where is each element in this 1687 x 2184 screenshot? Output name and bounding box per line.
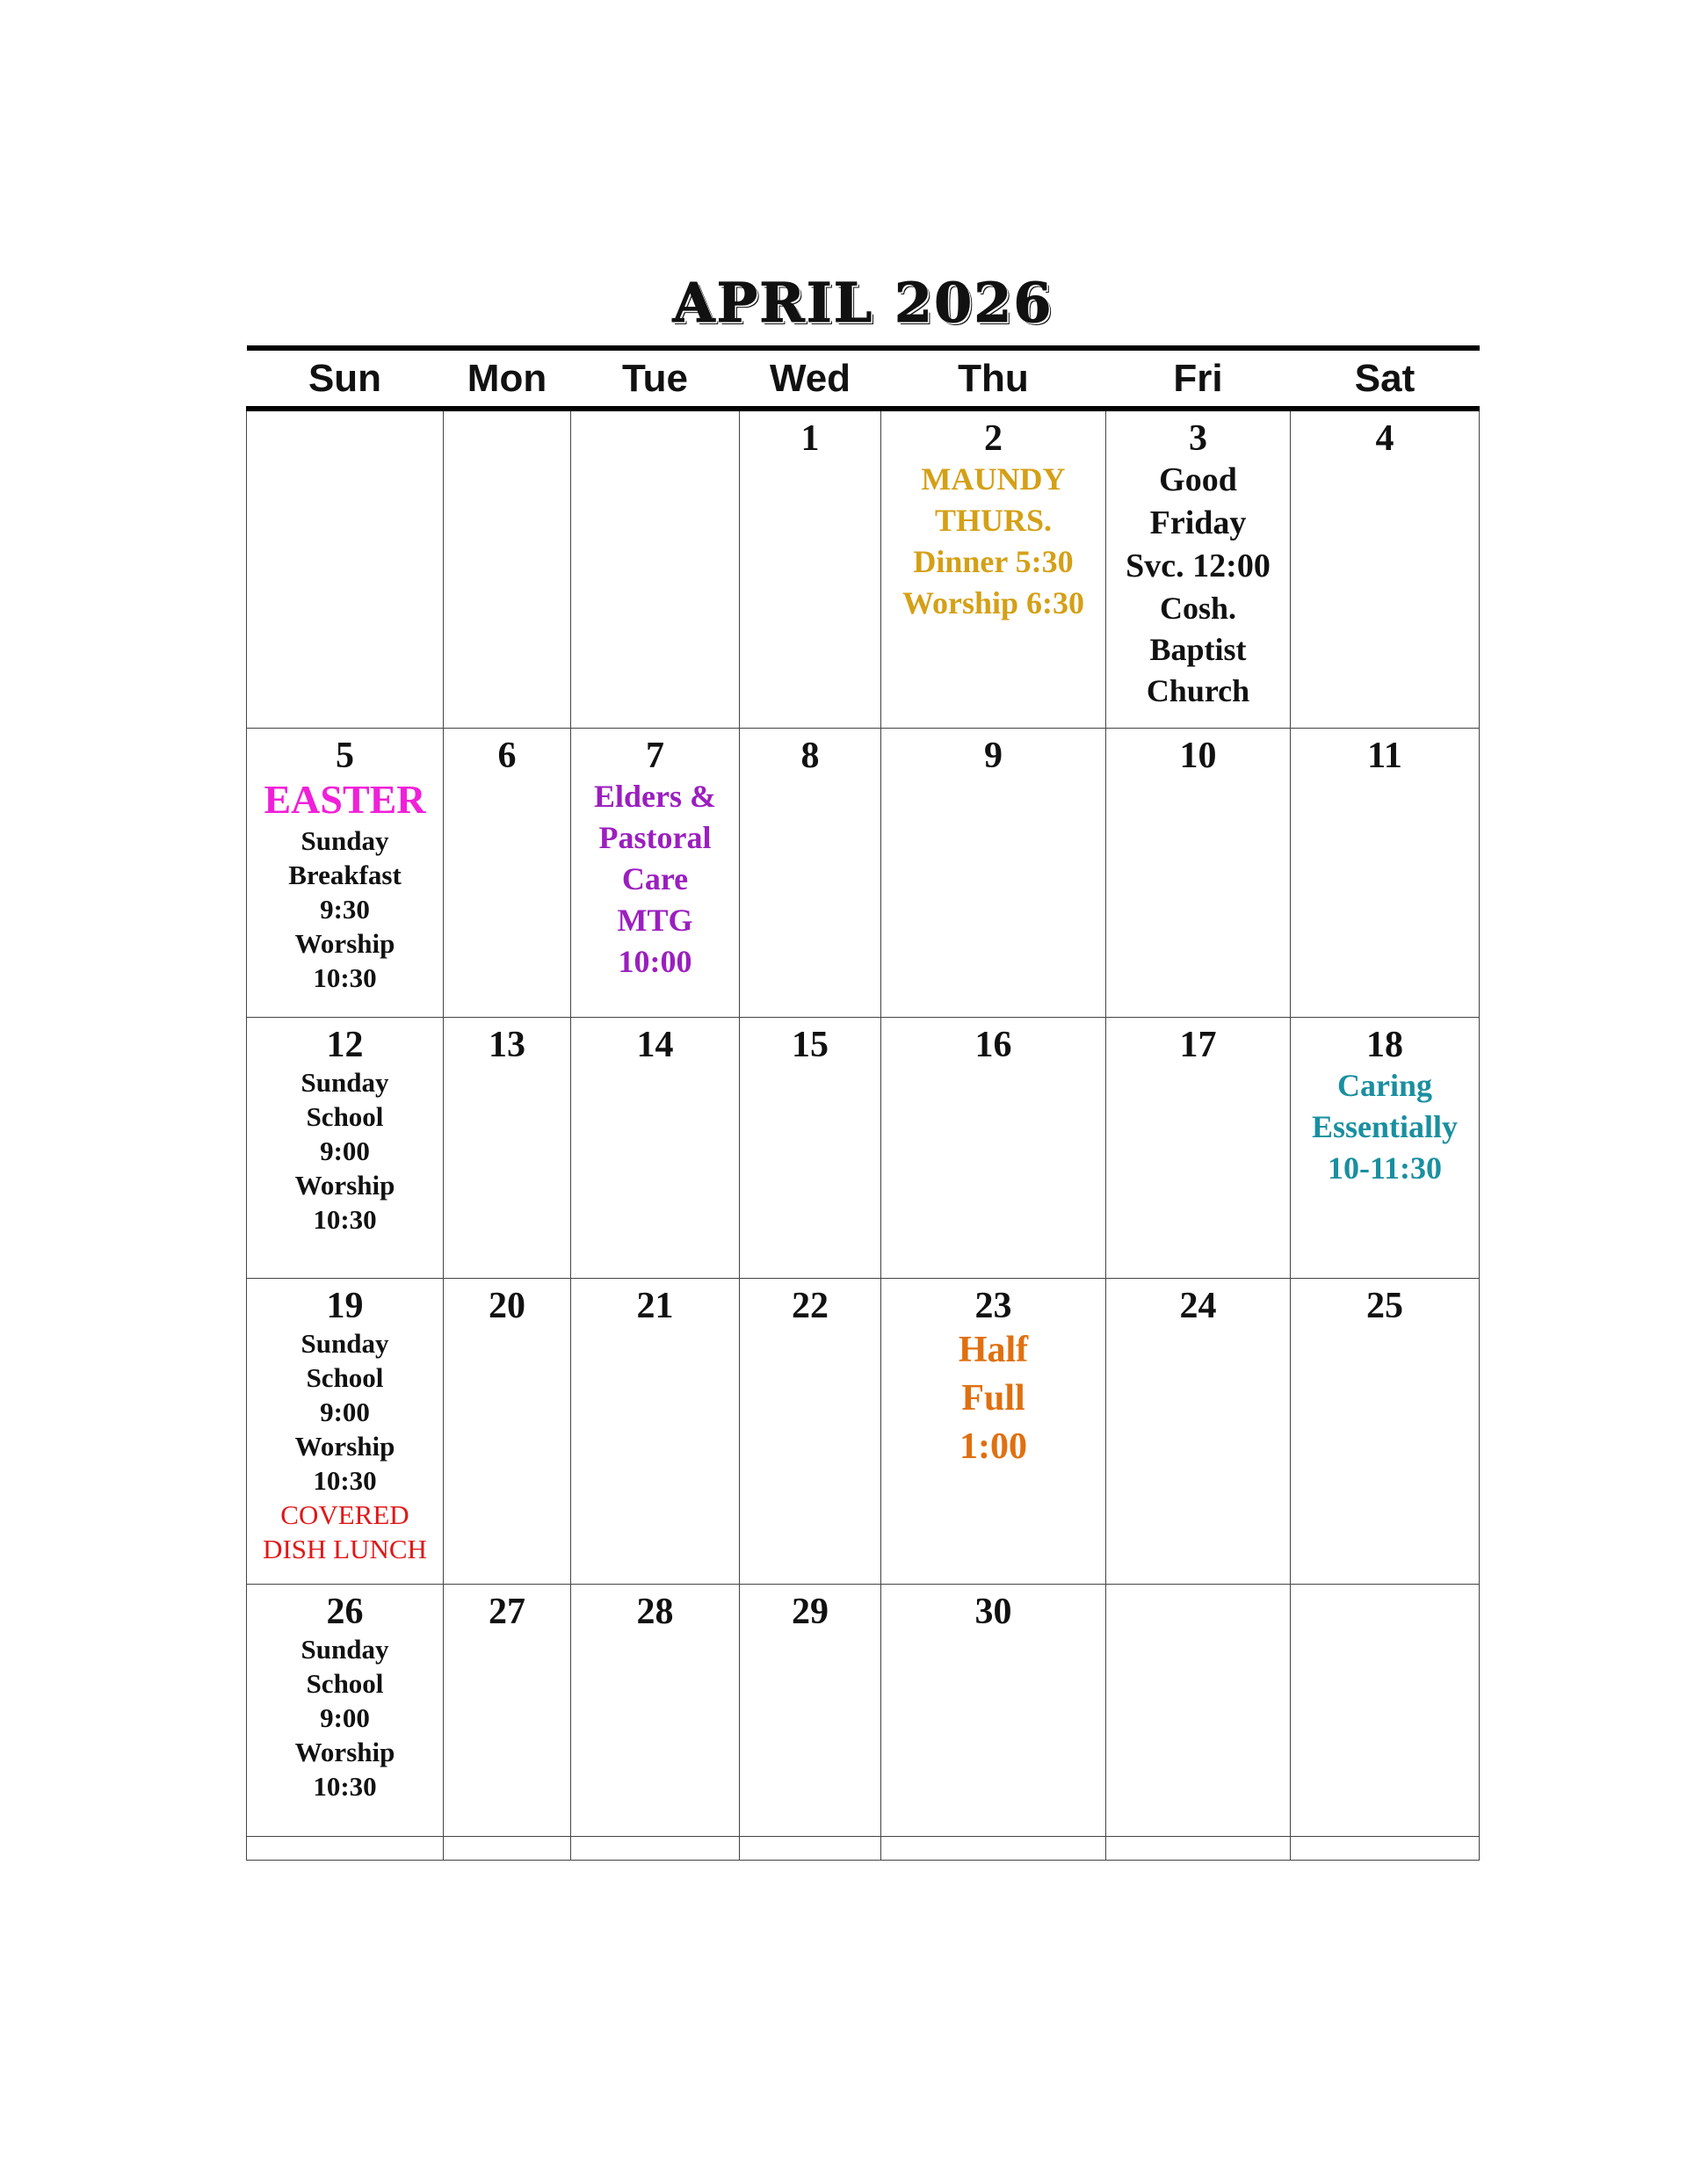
day-cell-content	[740, 1585, 880, 1632]
event-line: Worship	[294, 1431, 395, 1462]
day-number: 4	[1375, 418, 1394, 459]
week-row	[247, 729, 1480, 1018]
day-number: 9	[984, 736, 1003, 776]
weekday-header-row	[247, 348, 1480, 409]
event-line: Half	[958, 1330, 1029, 1371]
event-line: Baptist	[1149, 632, 1247, 668]
event-line: 10:30	[313, 1204, 377, 1236]
event-line: Sunday	[300, 1634, 389, 1665]
event-line: Elders &	[594, 779, 716, 815]
day-cell-thu	[881, 1279, 1106, 1585]
event-line: Worship	[294, 1170, 395, 1201]
day-cell-content	[881, 1018, 1105, 1065]
day-cell-content	[740, 1837, 880, 1844]
calendar-title: APRIL 2026	[672, 271, 1053, 335]
day-cell-sun	[247, 1279, 444, 1585]
day-number: 20	[489, 1286, 525, 1326]
event-line: EASTER	[264, 777, 426, 823]
day-cell-content	[1291, 1018, 1479, 1189]
day-cell-content	[247, 1585, 443, 1803]
day-cell-fri	[1106, 729, 1291, 1018]
day-number: 26	[326, 1592, 364, 1632]
event-line: Worship 6:30	[901, 585, 1085, 621]
day-cell-content	[881, 1837, 1105, 1844]
day-number: 16	[974, 1025, 1012, 1065]
week-row	[247, 1279, 1480, 1585]
day-cell-tue	[571, 1018, 740, 1279]
day-cell-content	[881, 1279, 1105, 1471]
day-cell-sun	[247, 409, 444, 729]
week-row	[247, 1837, 1480, 1861]
day-cell-content	[1291, 1279, 1479, 1326]
day-number: 19	[326, 1286, 364, 1326]
day-cell-content	[444, 1585, 570, 1632]
event-line: Cosh.	[1159, 591, 1237, 627]
day-cell-content	[740, 1018, 880, 1065]
day-cell-content	[1106, 1279, 1290, 1326]
day-cell-wed	[740, 1585, 881, 1837]
day-number: 1	[800, 418, 820, 459]
day-cell-sat	[1291, 1837, 1480, 1861]
event-line: COVERED	[280, 1499, 409, 1531]
day-cell-thu	[881, 1585, 1106, 1837]
weekday-header-wed: Wed	[740, 348, 881, 409]
day-cell-mon	[444, 729, 571, 1018]
day-cell-content	[247, 1837, 443, 1844]
day-cell-content	[740, 1279, 880, 1326]
day-cell-sun	[247, 1018, 444, 1279]
day-number: 6	[497, 736, 517, 776]
event-line: Worship	[294, 1737, 395, 1768]
day-cell-fri	[1106, 1837, 1291, 1861]
day-number: 24	[1179, 1286, 1217, 1326]
day-number: 23	[974, 1286, 1012, 1326]
event-line: THURS.	[934, 503, 1053, 539]
event-line: Caring	[1337, 1068, 1432, 1104]
event-line: 9:00	[320, 1397, 370, 1428]
day-cell-content	[881, 1585, 1105, 1632]
day-cell-content	[1106, 1837, 1290, 1844]
day-number: 13	[489, 1025, 525, 1065]
day-cell-tue	[571, 1585, 740, 1837]
day-number: 28	[636, 1592, 674, 1632]
day-cell-content	[247, 1279, 443, 1566]
event-line: Full	[961, 1378, 1025, 1419]
day-cell-sun	[247, 1837, 444, 1861]
day-cell-content	[740, 729, 880, 776]
day-cell-content	[1291, 411, 1479, 459]
day-number: 5	[336, 736, 354, 776]
event-line: MAUNDY	[921, 461, 1066, 497]
day-cell-content	[444, 729, 570, 776]
day-cell-wed	[740, 409, 881, 729]
day-cell-content	[571, 1585, 739, 1632]
day-cell-wed	[740, 1837, 881, 1861]
day-number: 2	[984, 418, 1003, 459]
day-cell-content	[571, 1837, 739, 1844]
event-line: Church	[1146, 673, 1250, 709]
day-number: 18	[1366, 1025, 1403, 1065]
day-cell-mon	[444, 1585, 571, 1837]
event-line: Worship	[294, 928, 395, 960]
day-cell-mon	[444, 1279, 571, 1585]
weekday-header-sun: Sun	[247, 348, 444, 409]
day-cell-content	[247, 729, 443, 995]
day-cell-content	[881, 729, 1105, 776]
event-line: 10:30	[313, 1465, 377, 1497]
week-row	[247, 1585, 1480, 1837]
day-cell-content	[881, 411, 1105, 624]
day-cell-fri	[1106, 1018, 1291, 1279]
day-cell-thu	[881, 729, 1106, 1018]
day-cell-content	[247, 411, 443, 418]
weekday-header-sat: Sat	[1291, 348, 1480, 409]
day-cell-sat	[1291, 1585, 1480, 1837]
event-line: 10:30	[313, 1771, 377, 1803]
day-number: 21	[636, 1286, 674, 1326]
event-line: 10:00	[618, 944, 692, 980]
day-cell-sat	[1291, 729, 1480, 1018]
day-number: 11	[1367, 736, 1402, 776]
day-cell-thu	[881, 1018, 1106, 1279]
weekday-header-fri: Fri	[1106, 348, 1291, 409]
day-cell-tue	[571, 729, 740, 1018]
day-cell-content	[571, 729, 739, 983]
day-cell-content	[247, 1018, 443, 1237]
event-line: Svc. 12:00	[1126, 548, 1271, 585]
day-cell-mon	[444, 1018, 571, 1279]
event-line: Friday	[1149, 504, 1247, 542]
day-cell-content	[571, 411, 739, 418]
day-cell-sat	[1291, 1018, 1480, 1279]
day-number: 10	[1179, 736, 1217, 776]
day-number: 25	[1366, 1286, 1403, 1326]
event-line: Pastoral	[598, 820, 712, 856]
day-cell-tue	[571, 1837, 740, 1861]
day-cell-tue	[571, 1279, 740, 1585]
day-cell-tue	[571, 409, 740, 729]
day-cell-fri	[1106, 409, 1291, 729]
day-number: 8	[800, 736, 820, 776]
day-cell-wed	[740, 729, 881, 1018]
day-number: 3	[1189, 418, 1207, 459]
day-number: 29	[792, 1592, 829, 1632]
day-number: 27	[489, 1592, 525, 1632]
event-line: Sunday	[300, 825, 389, 857]
day-number: 14	[636, 1025, 674, 1065]
week-row	[247, 409, 1480, 729]
event-line: Good	[1159, 461, 1237, 499]
event-line: School	[306, 1101, 384, 1133]
day-cell-sat	[1291, 409, 1480, 729]
event-line: 10-11:30	[1328, 1150, 1442, 1186]
day-cell-sat	[1291, 1279, 1480, 1585]
day-cell-content	[571, 1279, 739, 1326]
day-cell-content	[571, 1018, 739, 1065]
event-line: School	[306, 1362, 384, 1394]
event-line: Dinner 5:30	[913, 544, 1074, 580]
day-number: 12	[326, 1025, 364, 1065]
day-cell-mon	[444, 1837, 571, 1861]
event-line: MTG	[617, 903, 693, 939]
day-number: 15	[792, 1025, 829, 1065]
event-line: 9:00	[320, 1702, 370, 1734]
event-line: 9:30	[320, 894, 370, 925]
event-line: 1:00	[959, 1426, 1027, 1468]
day-cell-wed	[740, 1018, 881, 1279]
day-number: 7	[646, 736, 664, 776]
day-cell-content	[740, 411, 880, 459]
event-line: DISH LUNCH	[263, 1534, 427, 1565]
day-number: 22	[792, 1286, 829, 1326]
day-cell-content	[444, 411, 570, 418]
weekday-header-mon: Mon	[444, 348, 571, 409]
event-line: School	[306, 1668, 384, 1700]
event-line: Sunday	[300, 1328, 389, 1360]
day-cell-content	[1291, 1837, 1479, 1844]
day-number: 30	[974, 1592, 1012, 1632]
month-calendar-grid	[246, 345, 1480, 1861]
day-cell-mon	[444, 409, 571, 729]
event-line: Essentially	[1311, 1109, 1459, 1145]
weekday-header-tue: Tue	[571, 348, 740, 409]
day-cell-content	[1291, 1585, 1479, 1592]
day-cell-wed	[740, 1279, 881, 1585]
day-cell-content	[444, 1279, 570, 1326]
day-cell-content	[444, 1837, 570, 1844]
day-number: 17	[1179, 1025, 1217, 1065]
day-cell-content	[1106, 1018, 1290, 1065]
day-cell-sun	[247, 729, 444, 1018]
day-cell-content	[1106, 411, 1290, 712]
day-cell-thu	[881, 1837, 1106, 1861]
event-line: Breakfast	[288, 860, 402, 891]
day-cell-content	[444, 1018, 570, 1065]
weekday-header-thu: Thu	[881, 348, 1106, 409]
week-row	[247, 1018, 1480, 1279]
event-line: 10:30	[313, 962, 377, 994]
event-line: 9:00	[320, 1136, 370, 1167]
day-cell-sun	[247, 1585, 444, 1837]
event-line: Care	[621, 861, 689, 897]
day-cell-thu	[881, 409, 1106, 729]
day-cell-content	[1291, 729, 1479, 776]
day-cell-fri	[1106, 1279, 1291, 1585]
day-cell-content	[1106, 729, 1290, 776]
day-cell-fri	[1106, 1585, 1291, 1837]
day-cell-content	[1106, 1585, 1290, 1592]
event-line: Sunday	[300, 1067, 389, 1099]
